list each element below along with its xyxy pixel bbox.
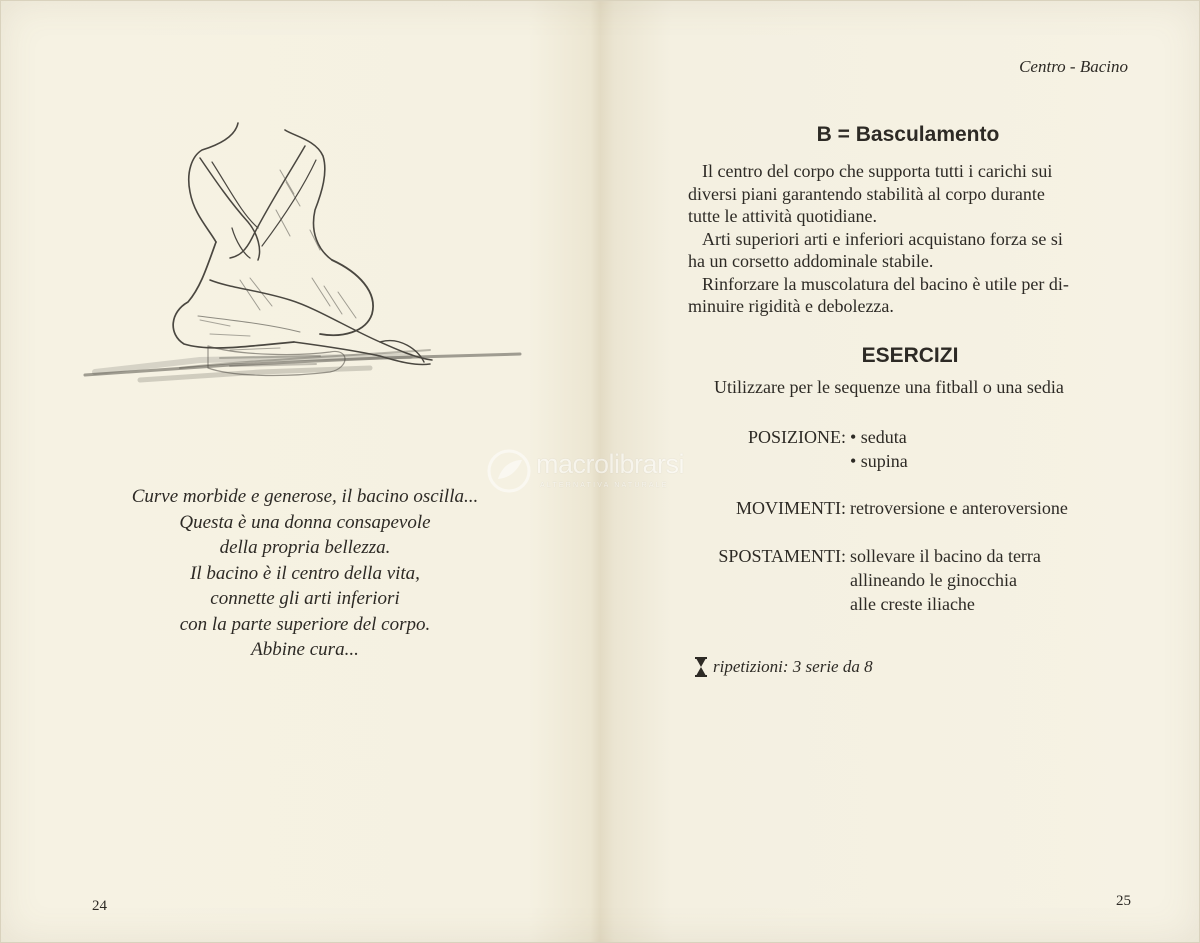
paragraph-line: minuire rigidità e debolezza. [688,296,894,316]
exercise-label: MOVIMENTI: [736,498,846,518]
watermark-subtitle: ALTERNATIVA NATURALE [540,482,669,489]
exercise-value: sollevare il bacino da terra [850,546,1041,566]
page-number-left: 24 [92,898,107,914]
exercise-value: • seduta [850,427,907,447]
exercise-value: • supina [850,451,908,471]
exercises-title: ESERCIZI [861,344,959,367]
running-head: Centro - Bacino [1019,57,1128,76]
paragraph [688,273,1148,318]
repetitions [694,657,873,677]
poem-line: Il bacino è il centro della vita, [190,562,420,584]
macrolibrarsi-logo-icon [486,448,532,494]
exercise-label: SPOSTAMENTI: [718,546,846,566]
paragraph-line: diversi piani garantendo stabilità al corpo durante [688,183,1045,204]
repetitions-text: ripetizioni: 3 serie da 8 [713,657,873,676]
exercise-label: POSIZIONE: [748,427,846,447]
exercise-values [850,544,1041,616]
poem [90,484,520,663]
watermark-title: macrolibrarsi [536,449,685,479]
paragraph-line: Rinforzare la muscolatura del bacino è utile per di- [702,273,1069,294]
poem-line: della propria bellezza. [219,537,391,558]
watermark [486,448,726,498]
page-number-right: 25 [1116,893,1131,909]
paragraph-line: tutte le attività quotidiane. [688,206,877,226]
exercise-values [850,496,1068,520]
poem-line: con la parte superiore del corpo. [179,613,431,635]
paragraph [688,160,1148,228]
poem-line: Curve morbide e generose, il bacino oscilla... [131,486,479,507]
section-title: B = Basculamento [816,123,1000,146]
paragraph-line: Arti superiori arti e inferiori acquistano forza se si [702,228,1063,249]
poem-line: Questa è una donna consapevole [179,511,431,533]
seated-woman-sketch [80,110,530,400]
paragraph-line: Il centro del corpo che supporta tutti i carichi sui [702,161,1053,181]
exercise-value: alle creste iliache [850,594,975,614]
exercise-value: allineando le ginocchia [850,570,1017,590]
exercise-values [850,425,908,473]
exercises-intro: Utilizzare per le sequenze una fitball o una sedia [714,377,1064,397]
hourglass-icon [694,657,708,677]
poem-line: connette gli arti inferiori [210,588,400,609]
body-text [688,160,1148,318]
exercise-value: retroversione e anteroversione [850,498,1068,518]
paragraph-line: ha un corsetto addominale stabile. [688,251,934,271]
poem-line: Abbine cura... [251,639,359,660]
paragraph [688,228,1148,273]
